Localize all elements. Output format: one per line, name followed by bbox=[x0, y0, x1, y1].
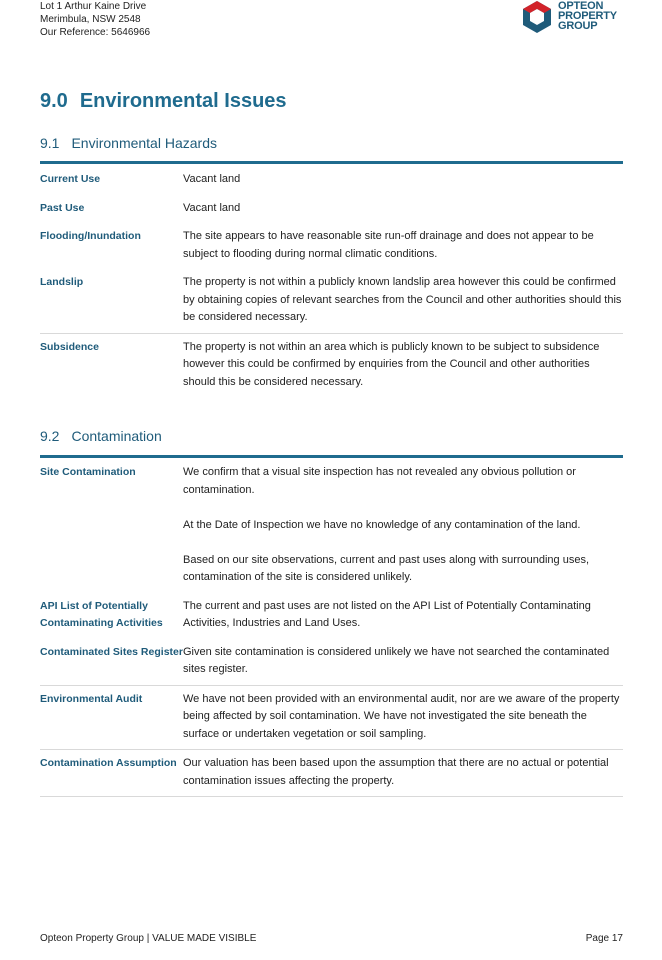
table-row bbox=[40, 459, 623, 593]
row-value: Given site contamination is considered unlikely we have not searched the contaminated sites register. bbox=[183, 645, 610, 675]
row-label: Environmental Audit bbox=[40, 692, 143, 705]
row-value: The property is not within an area which is publicly known to be subject to subsidence however this could be confirmed by enquiries from the Council and other authorities should this be considered necessary. bbox=[183, 340, 600, 388]
table-row bbox=[40, 269, 623, 334]
section-number: 9.0 bbox=[40, 90, 68, 112]
row-label: Site Contamination bbox=[40, 466, 136, 478]
table-row bbox=[40, 593, 623, 639]
row-label: Contamination Assumption bbox=[40, 757, 177, 769]
row-label: API List of Potentially Contaminating Activities bbox=[40, 599, 163, 629]
address-line-2: Merimbula, NSW 2548 bbox=[40, 14, 141, 25]
site-paragraph-2: At the Date of Inspection we have no knowledge of any contamination of the land. bbox=[183, 518, 581, 531]
table-row bbox=[40, 166, 623, 195]
footer-company: Opteon Property Group | VALUE MADE VISIBLE bbox=[40, 933, 257, 944]
row-label: Subsidence bbox=[40, 340, 99, 353]
site-paragraph-1: We confirm that a visual site inspection has not revealed any obvious pollution or contamination. bbox=[183, 466, 576, 496]
contamination-heading bbox=[40, 428, 162, 444]
contamination-number: 9.2 bbox=[40, 428, 60, 444]
logo-line-3: GROUP bbox=[558, 20, 598, 32]
section-title: Environmental Issues bbox=[79, 90, 287, 112]
table-row bbox=[40, 334, 623, 398]
row-value: The property is not within a publicly known landslip area however this could be confirmed by obtaining copies of relevant searches from the Council and other authorities should this be considered necessary. bbox=[183, 276, 622, 323]
contamination-title: Contamination bbox=[71, 428, 162, 444]
row-label: Flooding/Inundation bbox=[40, 230, 141, 242]
property-address-block bbox=[40, 0, 150, 39]
hazards-number: 9.1 bbox=[40, 135, 60, 151]
reference-number: Our Reference: 5646966 bbox=[40, 27, 151, 38]
contamination-table bbox=[40, 459, 623, 797]
hazards-rule bbox=[40, 161, 623, 164]
table-row bbox=[40, 750, 623, 797]
site-paragraph-3: Based on our site observations, current and past uses along with surrounding uses, contamination of the site is considered unlikely. bbox=[183, 553, 590, 583]
row-value bbox=[183, 464, 623, 587]
row-value: Our valuation has been based upon the assumption that there are no actual or potential contamination issues affecting the property. bbox=[183, 757, 609, 787]
hazards-table bbox=[40, 166, 623, 397]
page-number: Page 17 bbox=[585, 933, 623, 944]
row-value: The current and past uses are not listed on the API List of Potentially Contaminating Activities, Industries and Land Uses. bbox=[183, 599, 591, 629]
table-row bbox=[40, 686, 623, 751]
table-row bbox=[40, 639, 623, 686]
table-row bbox=[40, 195, 623, 224]
row-label: Contaminated Sites Register bbox=[40, 645, 183, 658]
row-value: Vacant land bbox=[183, 201, 241, 214]
hazards-heading bbox=[40, 135, 217, 151]
table-row bbox=[40, 223, 623, 269]
contamination-rule bbox=[40, 455, 623, 458]
address-line-1: Lot 1 Arthur Kaine Drive bbox=[40, 1, 147, 12]
section-heading bbox=[40, 90, 287, 113]
logo-line-1: OPTEON bbox=[558, 0, 604, 12]
opteon-hexagon-icon bbox=[520, 0, 554, 34]
row-value: The site appears to have reasonable site run-off drainage and does not appear to be subject to flooding during normal climatic conditions. bbox=[183, 230, 594, 260]
row-label: Landslip bbox=[40, 276, 84, 288]
row-value: Vacant land bbox=[183, 173, 241, 185]
opteon-logo bbox=[520, 0, 624, 36]
row-label: Current Use bbox=[40, 173, 101, 185]
logo-wordmark bbox=[558, 1, 617, 31]
hazards-title: Environmental Hazards bbox=[71, 135, 217, 151]
row-value: We have not been provided with an environmental audit, nor are we aware of the property being affected by soil contamination. We have not investigated the site beneath the surface or undertaken vegetation or soil sampling. bbox=[183, 692, 620, 740]
logo-line-2: PROPERTY bbox=[558, 10, 617, 22]
row-label: Past Use bbox=[40, 201, 85, 214]
